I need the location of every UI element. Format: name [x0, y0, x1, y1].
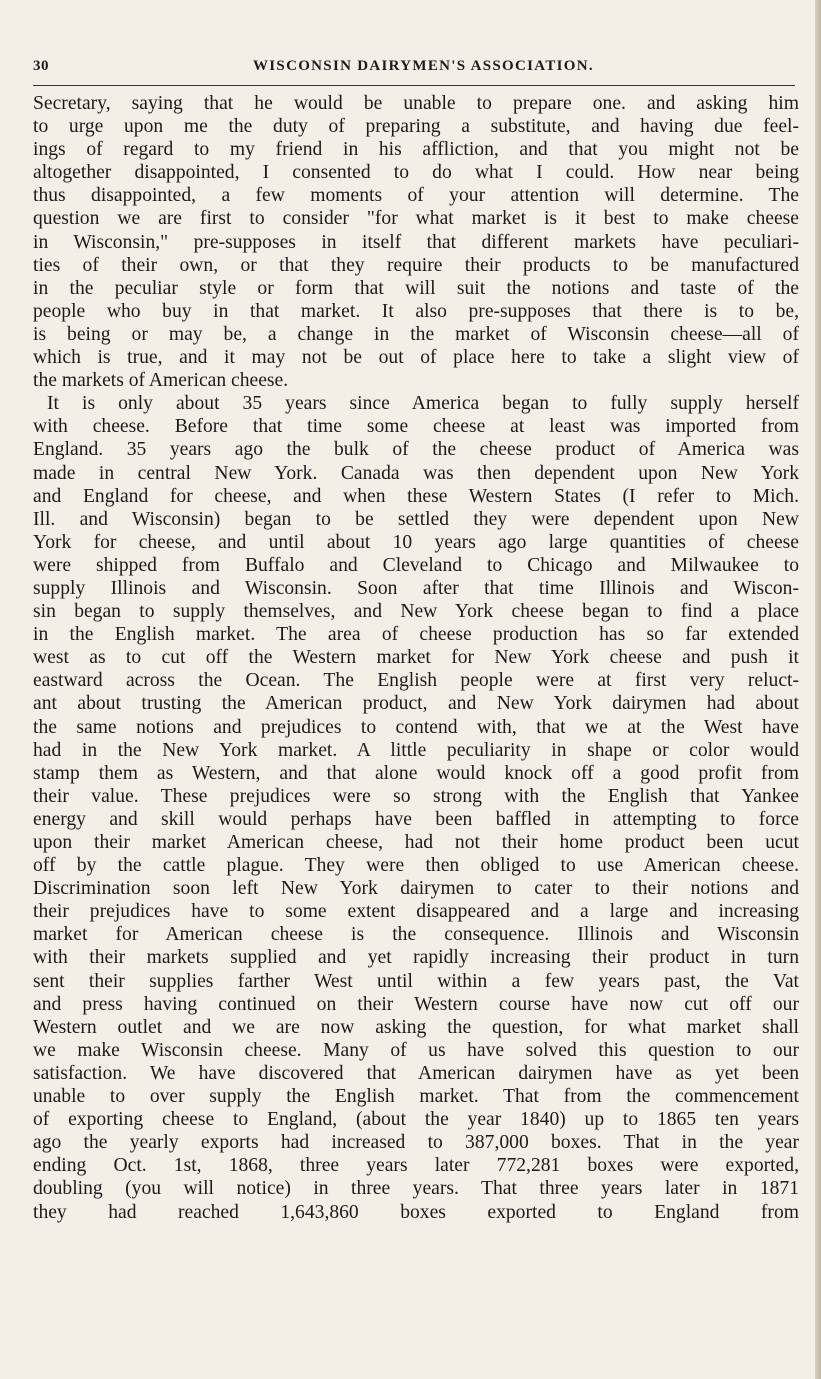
text-line: sent their supplies farther West until within a few years past, the Vat — [33, 970, 799, 992]
text-line: York for cheese, and until about 10 years ago large quantities of cheese — [33, 531, 799, 553]
text-line: their prejudices have to some extent disappeared and a large and increasing — [33, 901, 799, 923]
text-line: in Wisconsin," pre-supposes in itself that different markets have peculiari- — [33, 231, 799, 253]
text-line: with cheese. Before that time some cheese at least was imported from — [33, 416, 799, 438]
text-line: upon their market American cheese, had not their home product been ucut — [33, 832, 799, 853]
text-line: and England for cheese, and when these Western States (I refer to Mich. — [33, 485, 799, 507]
running-head: WISCONSIN DAIRYMEN'S ASSOCIATION. — [253, 58, 594, 74]
text-line: people who buy in that market. It also pre-supposes that there is to be, — [33, 300, 799, 322]
text-line: It is only about 35 years since America began to fully supply herself — [47, 393, 799, 415]
text-line: sin began to supply themselves, and New York cheese began to find a place — [33, 601, 799, 623]
text-line: question we are first to consider "for what market is it best to make cheese — [33, 208, 799, 230]
body-text — [33, 92, 799, 1224]
text-line: market for American cheese is the consequence. Illinois and Wisconsin — [33, 924, 799, 946]
text-line: off by the cattle plague. They were then obliged to use American cheese. — [33, 855, 799, 877]
text-line: made in central New York. Canada was then dependent upon New York — [33, 462, 799, 484]
text-line: west as to cut off the Western market for New York cheese and push it — [33, 647, 799, 669]
text-line: supply Illinois and Wisconsin. Soon after that time Illinois and Wiscon- — [33, 577, 799, 599]
text-line: ago the yearly exports had increased to 387,000 boxes. That in the year — [33, 1132, 799, 1154]
text-line: with their markets supplied and yet rapidly increasing their product in turn — [33, 947, 799, 969]
text-line: we make Wisconsin cheese. Many of us have solved this question to our — [33, 1039, 799, 1061]
text-line: in the English market. The area of cheese production has so far extended — [33, 624, 799, 646]
text-line: stamp them as Western, and that alone would knock off a good profit from — [33, 762, 799, 784]
text-line: Ill. and Wisconsin) began to be settled they were dependent upon New — [33, 508, 799, 530]
text-line: to urge upon me the duty of preparing a substitute, and having due feel- — [33, 116, 799, 138]
text-line: the markets of American cheese. — [33, 370, 289, 392]
text-line: Secretary, saying that he would be unable to prepare one. and asking him — [33, 93, 799, 114]
text-line: were shipped from Buffalo and Cleveland to Chicago and Milwaukee to — [33, 554, 799, 576]
text-line: had in the New York market. A little peculiarity in shape or color would — [33, 739, 799, 761]
text-line: Discrimination soon left New York dairymen to cater to their notions and — [33, 878, 799, 900]
text-line: doubling (you will notice) in three years. That three years later in 1871 — [33, 1178, 799, 1200]
text-line: unable to over supply the English market. That from the commencement — [33, 1086, 799, 1108]
page-header — [33, 58, 795, 82]
text-line: England. 35 years ago the bulk of the cheese product of America was — [33, 439, 799, 461]
text-line: is being or may be, a change in the market of Wisconsin cheese—all of — [33, 323, 799, 345]
text-line: ties of their own, or that they require their products to be manufactured — [33, 254, 799, 276]
text-line: energy and skill would perhaps have been baffled in attempting to force — [33, 808, 799, 830]
text-line: which is true, and it may not be out of place here to take a slight view of — [33, 347, 799, 369]
text-line: ant about trusting the American product, and New York dairymen had about — [33, 693, 799, 715]
text-line: their value. These prejudices were so strong with the English that Yankee — [33, 785, 799, 807]
text-line: of exporting cheese to England, (about the year 1840) up to 1865 ten years — [33, 1109, 799, 1131]
header-rule — [33, 85, 795, 86]
text-line: ending Oct. 1st, 1868, three years later 772,281 boxes were exported, — [33, 1155, 799, 1177]
text-line: altogether disappointed, I consented to do what I could. How near being — [33, 162, 799, 184]
text-line: ings of regard to my friend in his affliction, and that you might not be — [33, 139, 799, 161]
text-line: thus disappointed, a few moments of your attention will determine. The — [33, 185, 799, 207]
text-line: eastward across the Ocean. The English people were at first very reluct- — [33, 670, 799, 692]
text-line: and press having continued on their Western course have now cut off our — [33, 993, 799, 1015]
text-line: in the peculiar style or form that will suit the notions and taste of the — [33, 277, 799, 299]
text-line: Western outlet and we are now asking the question, for what market shall — [33, 1016, 799, 1038]
text-line: satisfaction. We have discovered that American dairymen have as yet been — [33, 1062, 799, 1084]
page-edge-shadow — [815, 0, 821, 1379]
text-line: the same notions and prejudices to contend with, that we at the West have — [33, 716, 799, 738]
text-line: they had reached 1,643,860 boxes exported to England from — [33, 1201, 799, 1223]
page-number: 30 — [33, 58, 49, 74]
